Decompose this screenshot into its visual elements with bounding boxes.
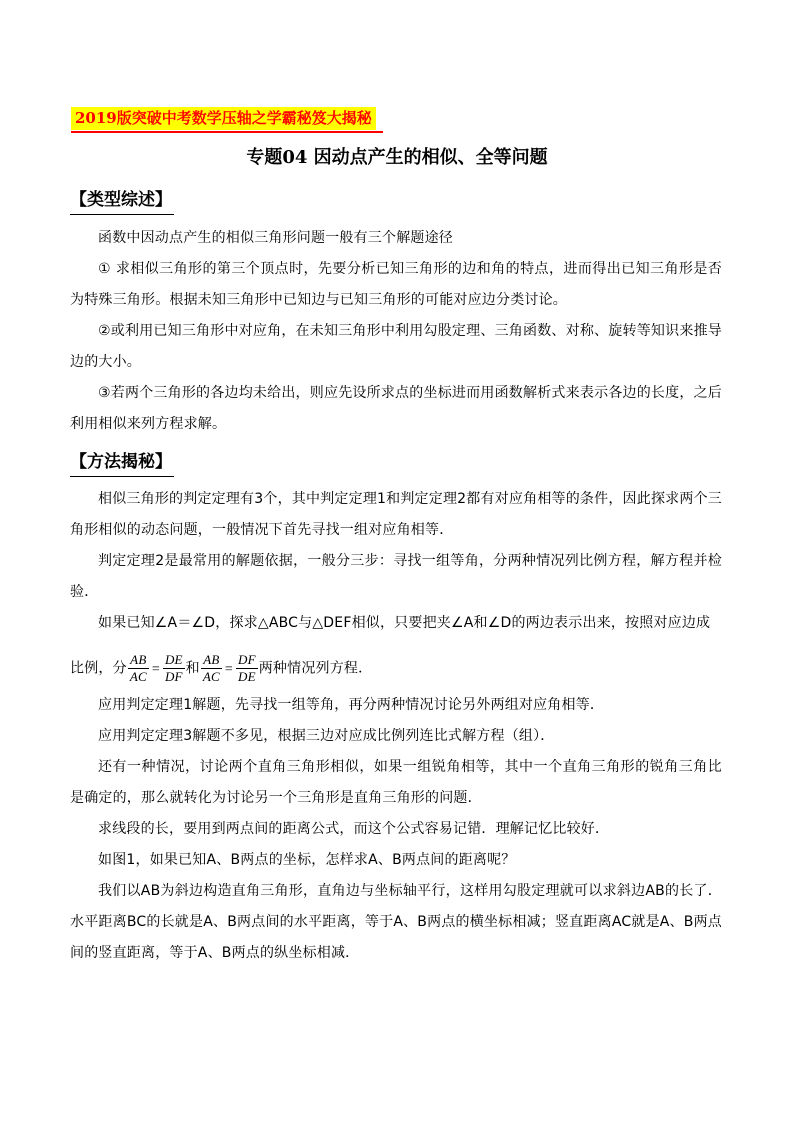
formula-suffix: 两种情况列方程．	[258, 660, 373, 677]
banner-underline	[71, 131, 383, 133]
methods-para-3-line1: 如果已知∠A＝∠D，探求△ABC与△DEF相似，只要把夹∠A和∠D的两边表示出来，按照对应边成	[98, 615, 711, 631]
methods-para-1: 相似三角形的判定定理有3个，其中判定定理1和判定定理2都有对应角相等的条件，因此探求两个三角形相似的动态问题，一般情况下首先寻找一组对应角相等．	[70, 491, 722, 538]
methods-para-6: 还有一种情况，讨论两个直角三角形相似，如果一组锐角相等，其中一个直角三角形的锐角三角比是确定的，那么就转化为讨论另一个三角形是直角三角形的问题．	[70, 759, 722, 806]
methods-para-3-formula-line	[70, 652, 372, 685]
methods-para-9: 我们以AB为斜边构造直角三角形，直角边与坐标轴平行，这样用勾股定理就可以求斜边AB的长了．水平距离BC的长就是A、B两点间的水平距离，等于A、B两点的横坐标相减；竖直距离AC就是A、B两点间的竖直距离，等于A、B两点的纵坐标相减．	[70, 883, 722, 961]
overview-point-1: ① 求相似三角形的第三个顶点时，先要分析已知三角形的边和角的特点，进而得出已知三角形是否为特殊三角形。根据未知三角形中已知边与已知三角形的可能对应边分类讨论。	[70, 261, 722, 308]
series-banner: 2019版突破中考数学压轴之学霸秘笈大揭秘	[71, 107, 376, 130]
methods-para-2: 判定定理2是最常用的解题依据，一般分三步：寻找一组等角，分两种情况列比例方程，解方程并检验．	[70, 553, 722, 600]
fraction-ab-ac: $\frac{AB}{AC}$	[129, 652, 147, 684]
methods-para-8: 如图1，如果已知A、B两点的坐标，怎样求A、B两点间的距离呢？	[98, 852, 516, 868]
page-title: 专题04 因动点产生的相似、全等问题	[246, 147, 548, 168]
equals-sign: =	[151, 661, 160, 677]
fraction-de-df: $\frac{DE}{DF}$	[164, 652, 183, 684]
methods-para-7: 求线段的长，要用到两点间的距离公式，而这个公式容易记错．理解记忆比较好．	[98, 821, 610, 837]
section-heading-overview: 【类型综述】	[70, 188, 174, 215]
formula-prefix: 比例，分	[70, 660, 127, 677]
equals-sign-2: =	[224, 661, 233, 677]
fraction-df-de: $\frac{DF}{DE}$	[238, 652, 256, 684]
methods-para-4: 应用判定定理1解题，先寻找一组等角，再分两种情况讨论另外两组对应角相等．	[98, 697, 605, 713]
methods-para-5: 应用判定定理3解题不多见，根据三边对应成比例列连比式解方程（组）．	[98, 728, 555, 744]
overview-point-2: ②或利用已知三角形中对应角，在未知三角形中利用勾股定理、三角函数、对称、旋转等知识来推导边的大小。	[70, 323, 722, 370]
formula-and: 和	[185, 660, 200, 677]
overview-point-3: ③若两个三角形的各边均未给出，则应先设所求点的坐标进而用函数解析式来表示各边的长度，之后利用相似来列方程求解。	[70, 385, 722, 432]
fraction-ab-ac-2: $\frac{AB}{AC}$	[202, 652, 220, 684]
section-heading-methods: 【方法揭秘】	[70, 450, 174, 477]
overview-intro: 函数中因动点产生的相似三角形问题一般有三个解题途径	[98, 230, 453, 246]
